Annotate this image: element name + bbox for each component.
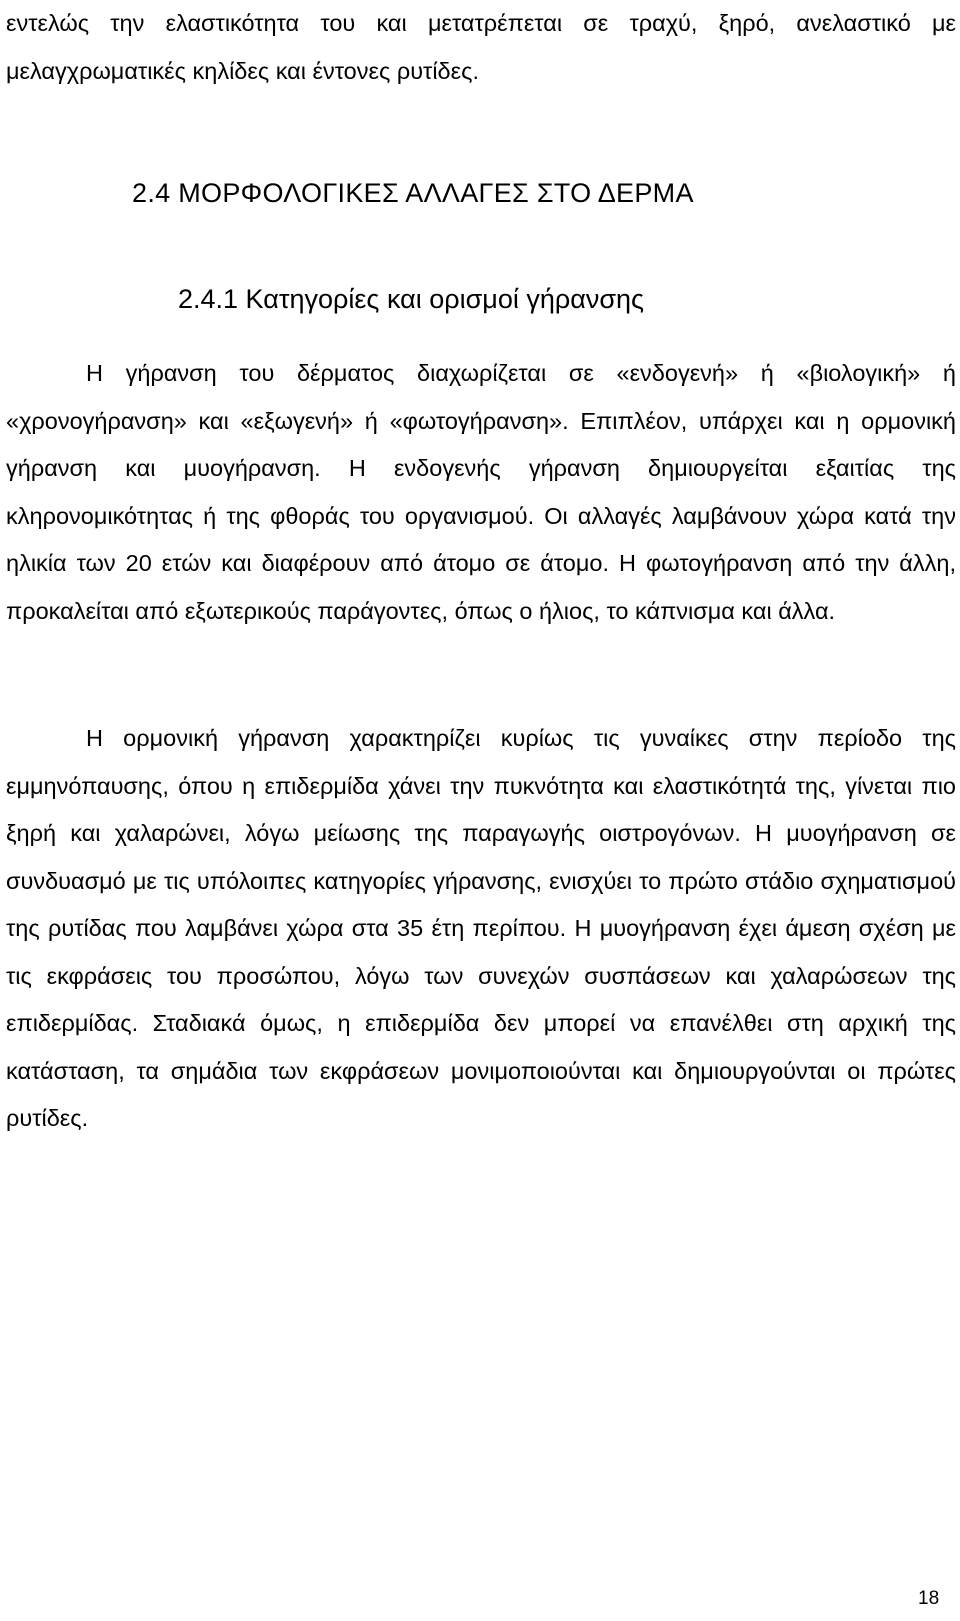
body-paragraph-2: Η ορμονική γήρανση χαρακτηρίζει κυρίως τις γυναίκες στην περίοδο της εμμηνόπαυσης, όπου η επιδερμίδα χάνει την πυκνότητα και ελαστικότητά της, γίνεται πιο ξηρή και χαλαρώνει, λόγω μείωσης της παραγωγής οιστρογόνων. Η μυογήρανση σε συνδυασμό με τις υπόλοιπες κατηγορίες γήρανσης, ενισχύει το πρώτο στάδιο σχηματισμού της ρυτίδας που λαμβάνει χώρα στα 35 έτη περίπου. Η μυογήρανση έχει άμεση σχέση με τις εκφράσεις του προσώπου, λόγω των συνεχών συσπάσεων και χαλαρώσεων της επιδερμίδας. Σταδιακά όμως, η επιδερμίδα δεν μπορεί να επανέλθει στη αρχική της κατάσταση, τα σημάδια των εκφράσεων μονιμοποιούνται και δημιουργούνται οι πρώτες ρυτίδες. xyxy=(6,725,956,1131)
section-heading: 2.4 ΜΟΡΦΟΛΟΓΙΚΕΣ ΑΛΛΑΓΕΣ ΣΤΟ ΔΕΡΜΑ xyxy=(132,178,694,208)
intro-paragraph: εντελώς την ελαστικότητα του και μετατρέπεται σε τραχύ, ξηρό, ανελαστικό με μελαγχρωματικές κηλίδες και έντονες ρυτίδες. xyxy=(6,10,956,84)
body-paragraph-1: Η γήρανση του δέρματος διαχωρίζεται σε «ενδογενή» ή «βιολογική» ή «χρονογήρανση» και «εξωγενή» ή «φωτογήρανση». Επιπλέον, υπάρχει και η ορμονική γήρανση και μυογήρανση. Η ενδογενής γήρανση δημιουργείται εξαιτίας της κληρονομικότητας ή της φθοράς του οργανισμού. Οι αλλαγές λαμβάνουν χώρα κατά την ηλικία των 20 ετών και διαφέρουν από άτομο σε άτομο. Η φωτογήρανση από την άλλη, προκαλείται από εξωτερικούς παράγοντες, όπως ο ήλιος, το κάπνισμα και άλλα. xyxy=(6,360,956,624)
page-number: 18 xyxy=(918,1588,940,1609)
subsection-heading: 2.4.1 Κατηγορίες και ορισμοί γήρανσης xyxy=(178,284,645,314)
